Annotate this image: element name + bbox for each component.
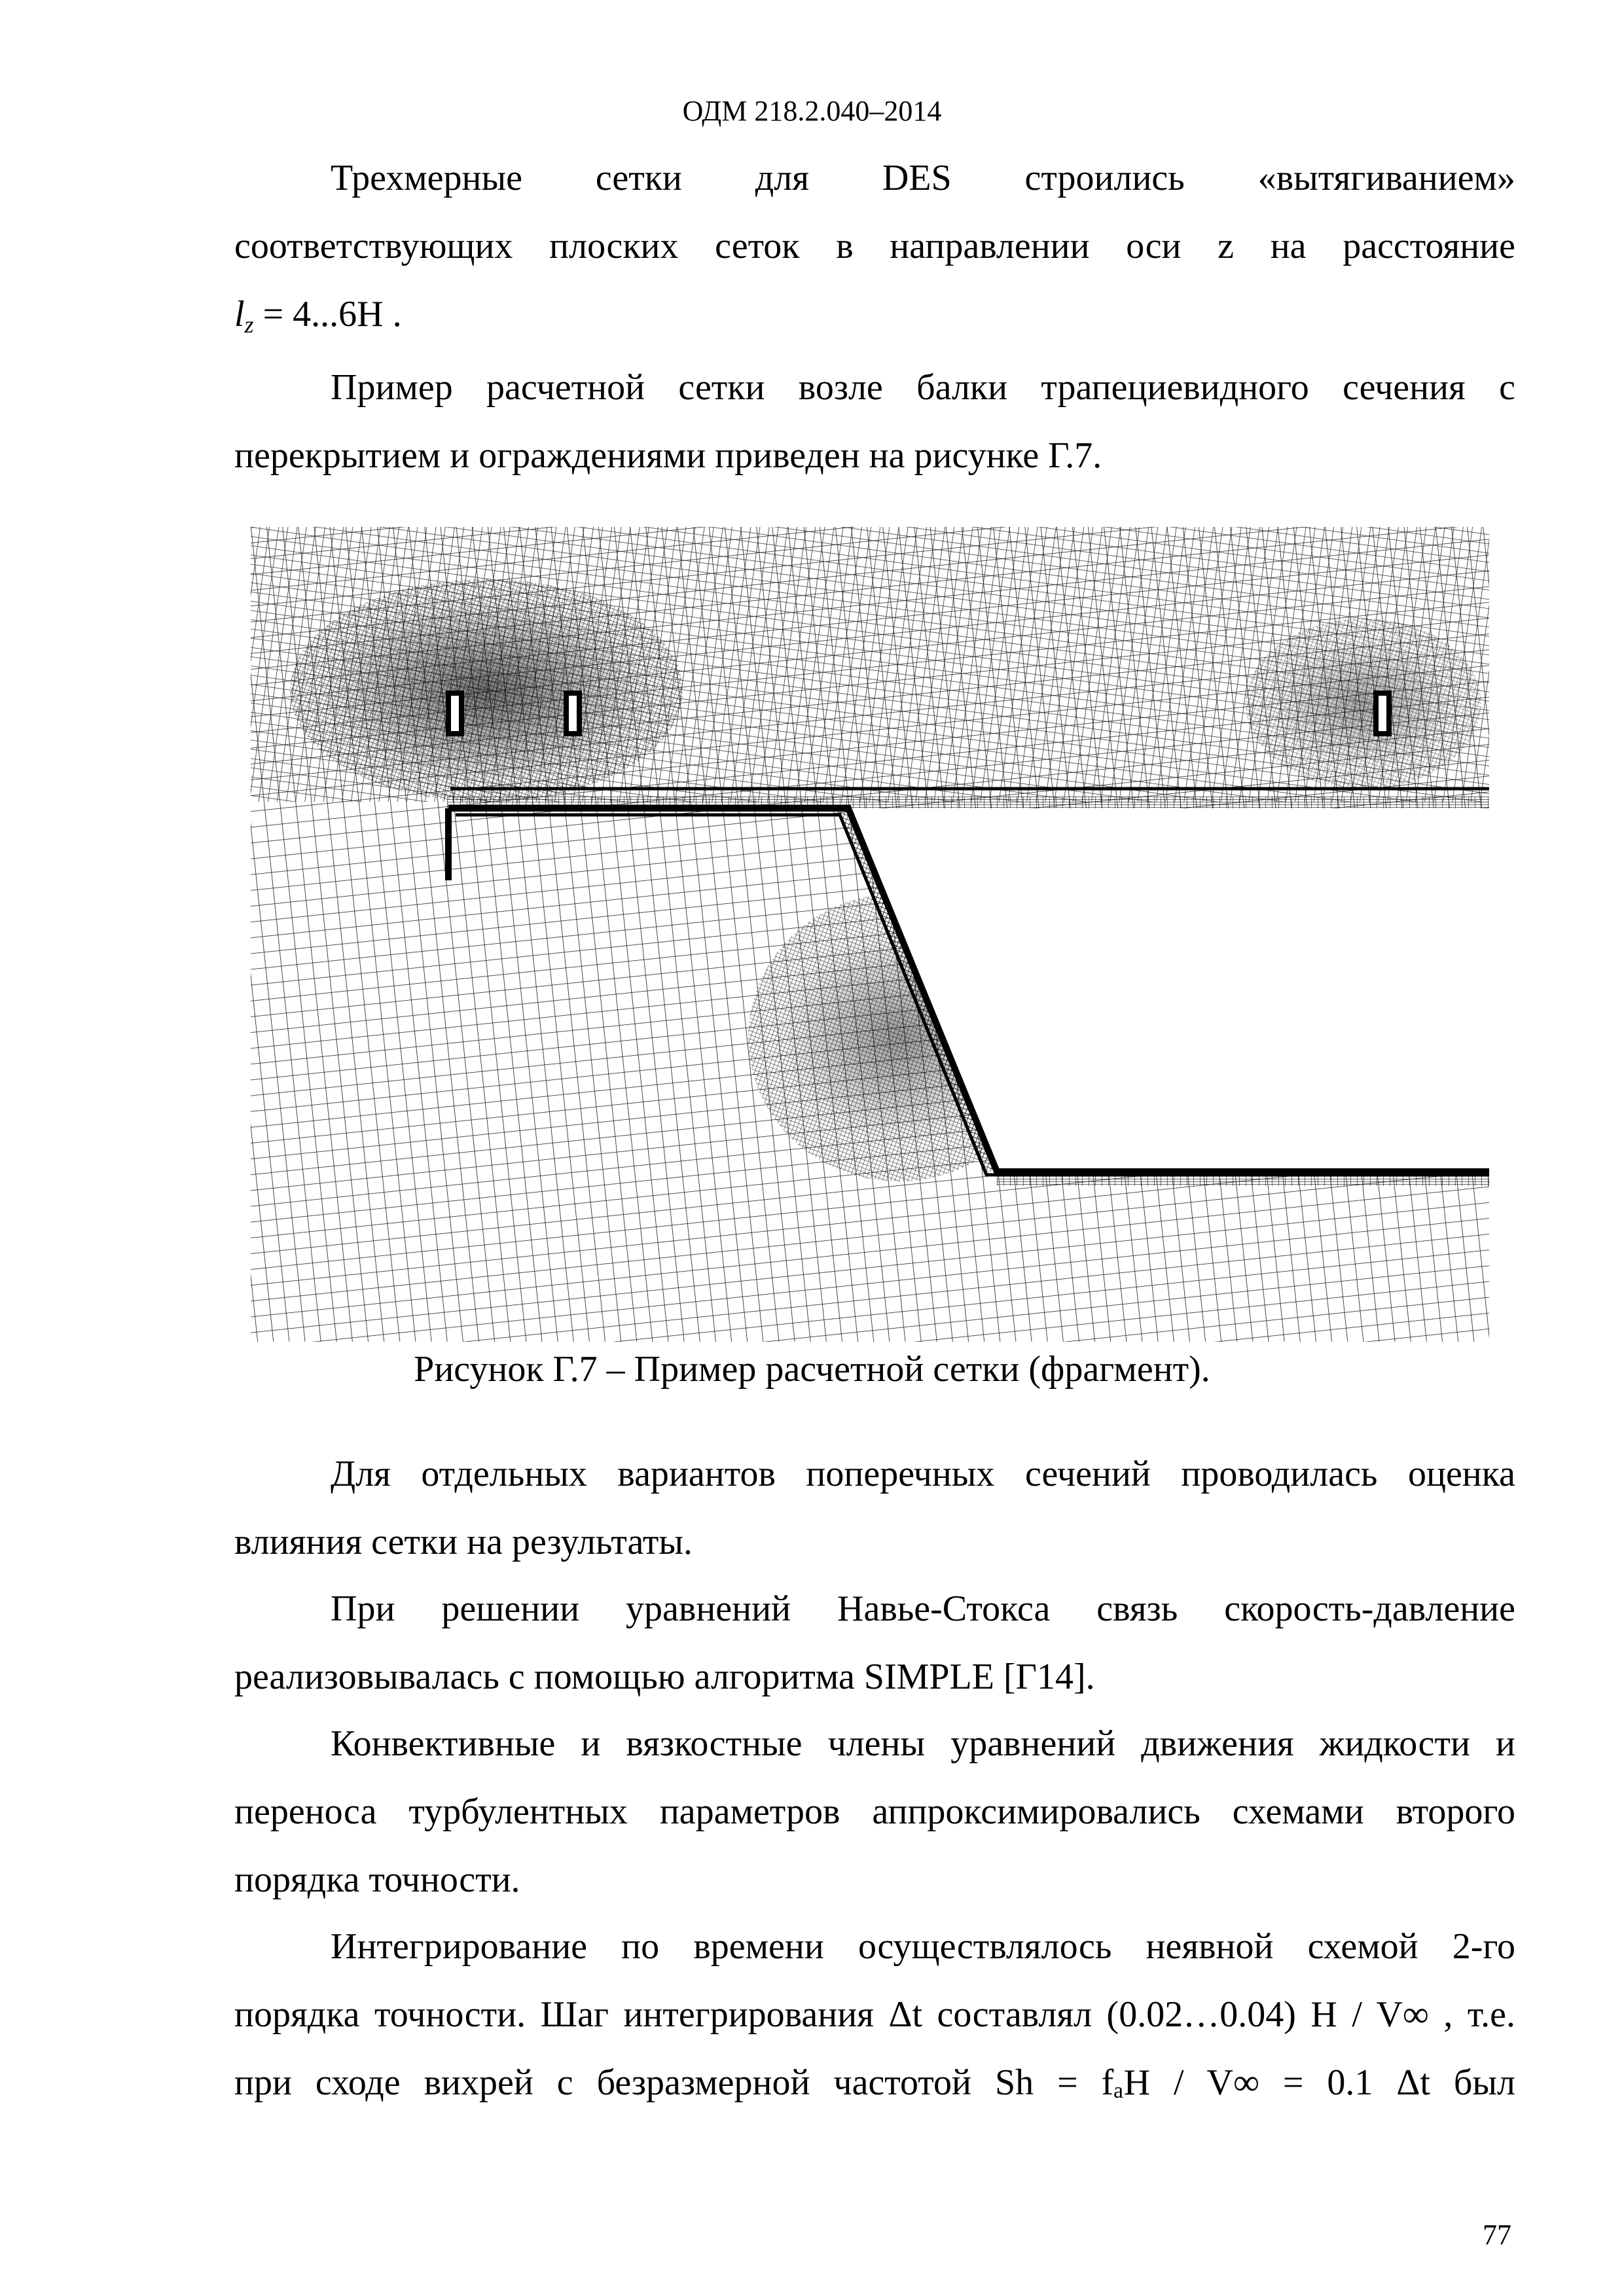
paragraph-line: Интегрирование по времени осуществлялось неявной схемой 2-го [331,1926,1515,1967]
paragraph-line: Трехмерные сетки для DES строились «вытягиванием» [331,158,1515,198]
paragraph-line: при сходе вихрей с безразмерной частотой Sh = fₐH / V∞ = 0.1 Δt был [234,2062,1515,2103]
paragraph-convective-terms [234,1710,1515,1914]
paragraph-line: порядка точности. Шаг интегрирования Δt составлял (0.02…0.04) H / V∞ , т.е. [234,1994,1515,2035]
mesh-figure [251,527,1489,1342]
mesh-image [251,527,1489,1342]
formula-symbol: l [234,294,245,334]
paragraph-line: реализовывалась с помощью алгоритма SIMPLE [Г14]. [234,1657,1095,1697]
paragraph-line: перекрытием и ограждениями приведен на рисунке Г.7. [234,435,1102,476]
dense-shade [316,592,657,789]
paragraph-line: переноса турбулентных параметров аппроксимировались схемами второго [234,1791,1515,1832]
paragraph-3d-meshes [234,144,1515,359]
formula-subscript: z [244,312,254,338]
paragraph-line: При решении уравнений Навье-Стокса связь скорость-давление [331,1588,1515,1629]
paragraph-line: Пример расчетной сетки возле балки трапециевидного сечения с [331,367,1515,408]
paragraph-line: влияния сетки на результаты. [234,1522,693,1562]
paragraph-mesh-influence [234,1440,1515,1576]
page-number: 77 [1483,2219,1511,2251]
paragraph-line: Для отдельных вариантов поперечных сечений проводилась оценка [331,1454,1515,1494]
paragraph-time-integration [234,1912,1515,2117]
paragraph-line: Конвективные и вязкостные члены уравнений движения жидкости и [331,1723,1515,1764]
railing-post-inner [569,696,577,731]
railing-post-inner [1379,696,1386,731]
paragraph-mesh-example [234,353,1515,490]
dense-shade [1265,638,1462,769]
paragraph-line: соответствующих плоских сеток в направлении оси z на расстояние [234,226,1515,266]
document-header: ОДМ 218.2.040–2014 [682,95,942,127]
figure-caption: Рисунок Г.7 – Пример расчетной сетки (фрагмент). [414,1349,1210,1390]
paragraph-navier-stokes [234,1575,1515,1711]
railing-post-inner [451,696,459,731]
paragraph-line: порядка точности. [234,1859,520,1900]
formula-rest: = 4...6H . [253,294,402,334]
formula-line [234,280,1515,359]
